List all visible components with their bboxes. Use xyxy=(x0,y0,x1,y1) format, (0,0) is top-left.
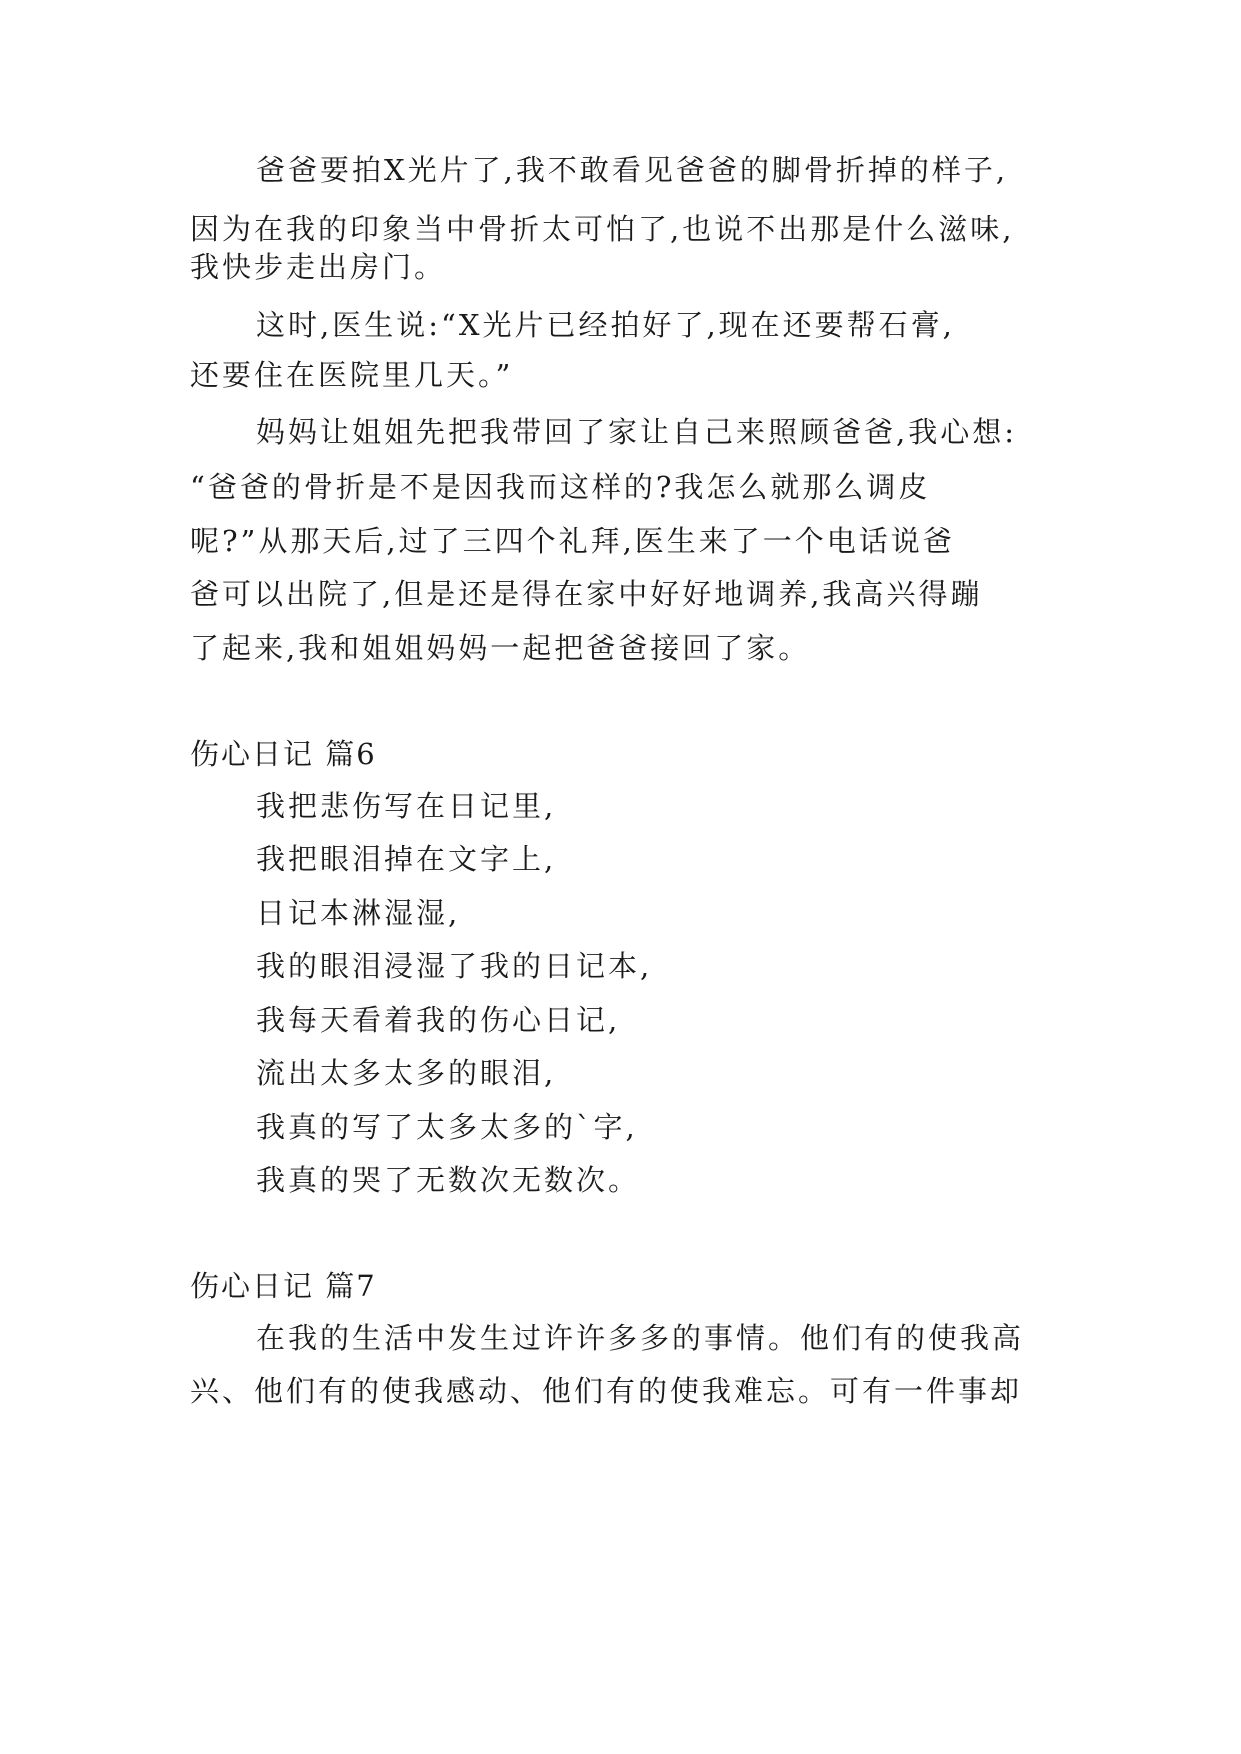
poem-line: 日记本淋湿湿, xyxy=(256,896,461,930)
section-heading: 伤心日记 篇6 xyxy=(190,737,377,771)
poem-line: 流出太多太多的眼泪, xyxy=(256,1056,557,1090)
paragraph-line: 在我的生活中发生过许许多多的事情。他们有的使我高 xyxy=(256,1321,1025,1355)
poem-line: 我把悲伤写在日记里, xyxy=(256,789,557,823)
paragraph-line: 爸爸要拍X光片了,我不敢看见爸爸的脚骨折掉的样子, xyxy=(256,153,1009,187)
poem-line: 我的眼泪浸湿了我的日记本, xyxy=(256,949,653,983)
paragraph-line: 了起来,我和姐姐妈妈一起把爸爸接回了家。 xyxy=(190,631,811,665)
paragraph-line: “爸爸的骨折是不是因我而这样的?我怎么就那么调皮 xyxy=(190,470,931,504)
paragraph-line: 因为在我的印象当中骨折太可怕了,也说不出那是什么滋味, xyxy=(190,212,1015,246)
paragraph-line: 妈妈让姐姐先把我带回了家让自己来照顾爸爸,我心想: xyxy=(256,415,1017,449)
paragraph-line: 还要住在医院里几天。” xyxy=(190,358,514,392)
paragraph-line: 我快步走出房门。 xyxy=(190,250,447,284)
poem-line: 我真的哭了无数次无数次。 xyxy=(256,1163,641,1197)
paragraph-line: 呢?”从那天后,过了三四个礼拜,医生来了一个电话说爸 xyxy=(190,524,955,558)
poem-line: 我把眼泪掉在文字上, xyxy=(256,842,557,876)
section-heading: 伤心日记 篇7 xyxy=(190,1269,377,1303)
poem-line: 我真的写了太多太多的`字, xyxy=(256,1110,638,1144)
paragraph-line: 爸可以出院了,但是还是得在家中好好地调养,我高兴得蹦 xyxy=(190,577,983,611)
paragraph-line: 兴、他们有的使我感动、他们有的使我难忘。可有一件事却 xyxy=(190,1374,1023,1408)
paragraph-line: 这时,医生说:“X光片已经拍好了,现在还要帮石膏, xyxy=(256,308,955,342)
poem-line: 我每天看着我的伤心日记, xyxy=(256,1003,621,1037)
